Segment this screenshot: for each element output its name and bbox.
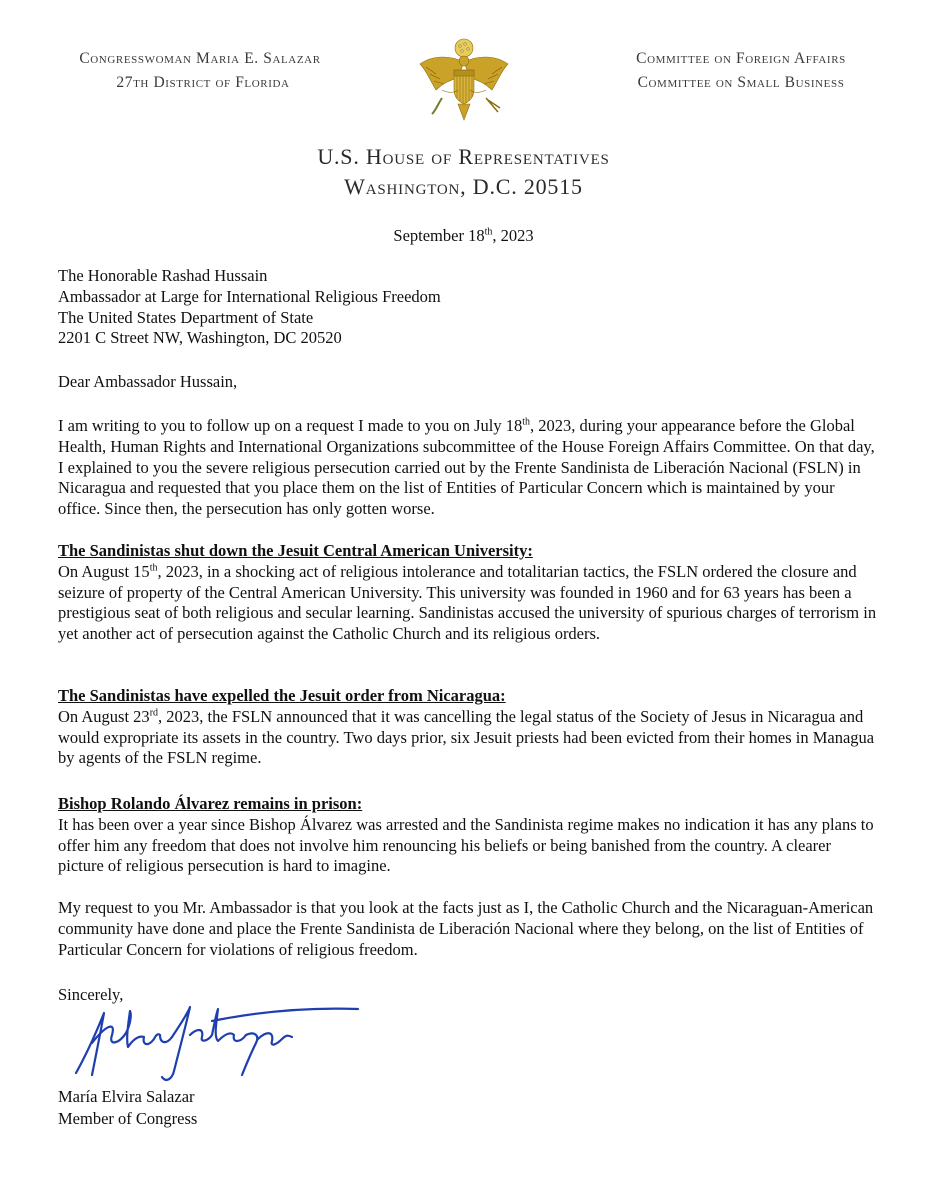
intro-paragraph [58,416,878,520]
member-name: Congresswoman Maria E. Salazar [79,50,321,67]
intro-text-1: I am writing to you to follow up on a request I made to you on July 18 [58,416,523,435]
recipient-org: The United States Department of State [58,307,314,327]
intro-ordinal: th [522,416,531,428]
closing-word: Sincerely, [58,985,124,1004]
section-body [58,562,878,645]
committee-small-business: Committee on Small Business [637,74,845,91]
committee-foreign-affairs: Committee on Foreign Affairs [636,50,846,67]
section-body-text-2: , 2023, the FSLN announced that it was cancelling the legal status of the Society of Jesus in Nicaragua and would expropriate its assets in the country. Two days prior, six Jesuit priests had been evicted from their homes in Managua by agents of the FSLN regime. [58,706,875,768]
house-heading [0,142,927,202]
member-district: 27th District of Florida [116,74,290,91]
letterhead-left [50,47,350,95]
section-bishop [58,794,878,877]
section-body-text-1: On August 15 [58,561,150,581]
section-body-text-2: , 2023, in a shocking act of religious intolerance and totalitarian tactics, the FSLN ordered the closure and seizure of property of the Central American University. This university was founded in 1960 and for 63 years has been a prestigious seat of both religious and secular learning. Sandinistas accused the university of spurious charges of terrorism in yet another act of persecution against the Catholic Church and its religious orders. [58,561,877,644]
letter-date [0,226,927,246]
section-body: It has been over a year since Bishop Álvarez was arrested and the Sandinista regime makes no indication it has any plans to offer him any freedom that does not involve him renouncing his beliefs or being banished from the country. A clearer picture of religious persecution is hard to imagine. [58,814,874,876]
section-body-ordinal: rd [149,707,159,719]
house-address: Washington, D.C. 20515 [344,174,583,199]
salutation: Dear Ambassador Hussain, [58,372,238,391]
date-text: September 18 [393,226,485,245]
recipient-title: Ambassador at Large for International Religious Freedom [58,286,441,306]
section-body [58,707,878,769]
handwritten-signature [62,995,382,1085]
letterhead-right [611,47,871,95]
house-name: U.S. House of Representatives [317,144,610,169]
date-year: , 2023 [492,226,534,245]
date-ordinal: th [484,226,493,238]
recipient-name: The Honorable Rashad Hussain [58,266,268,285]
signatory-name: María Elvira Salazar [58,1087,195,1106]
section-heading: The Sandinistas have expelled the Jesuit order from Nicaragua: [58,686,506,705]
section-jesuit-expulsion [58,686,878,769]
section-university [58,541,878,645]
section-heading: The Sandinistas shut down the Jesuit Central American University: [58,541,533,560]
section-body-ordinal: th [149,562,158,574]
eagle-seal-icon [412,34,516,138]
intro-text-2: , 2023, during your appearance before the Global Health, Human Rights and International Organizations subcommittee of the House Foreign Affairs Committee. On that day, I explained to you the severe religious persecution carried out by the Frente Sandinista de Liberación Nacional (FSLN) in Nicaragua and requested that you place them on the list of Entities of Particular Concern which is maintained by your office. Since then, the persecution has only gotten worse. [58,416,875,519]
signatory-title: Member of Congress [58,1109,198,1128]
section-heading: Bishop Rolando Álvarez remains in prison: [58,794,363,813]
recipient-street: 2201 C Street NW, Washington, DC 20520 [58,328,342,348]
section-body-text-1: On August 23 [58,706,150,726]
closing-paragraph: My request to you Mr. Ambassador is that you look at the facts just as I, the Catholic Church and the Nicaraguan-American community have done and place the Frente Sandinista de Liberación Nacional where they belong, on the list of Entities of Particular Concern for violations of religious freedom. [58,898,874,959]
recipient-address [58,266,878,349]
signatory [58,1086,197,1130]
